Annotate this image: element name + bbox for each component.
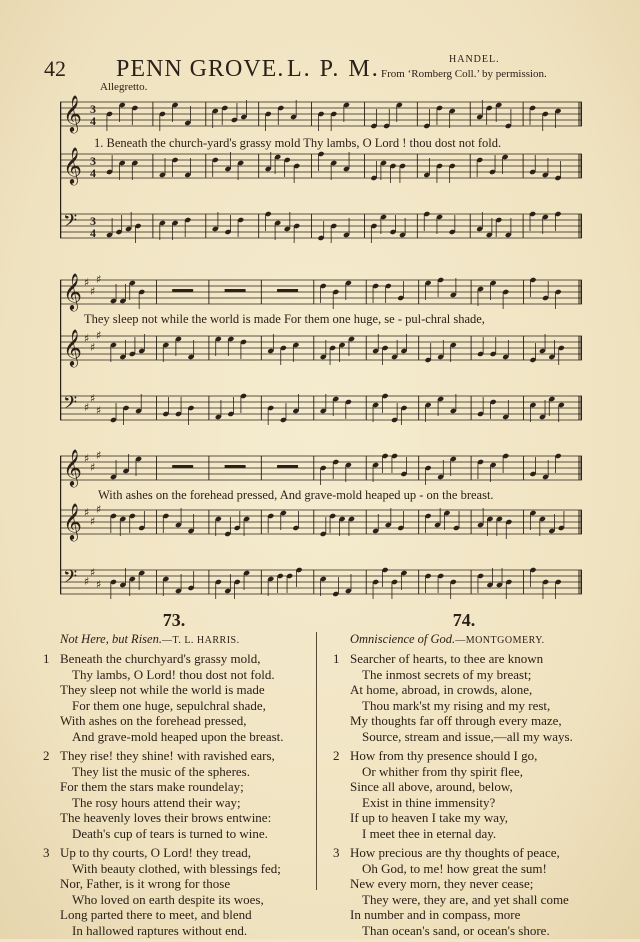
staff bbox=[60, 211, 582, 243]
music-staves bbox=[60, 272, 582, 440]
time-signature: 4 bbox=[90, 166, 96, 180]
stanza-list bbox=[40, 651, 308, 938]
stanza bbox=[330, 845, 598, 938]
staff bbox=[60, 566, 582, 599]
bass-clef-icon: 𝄢 bbox=[63, 567, 78, 592]
tempo-marking: Allegretto. bbox=[100, 81, 148, 93]
verse-line: They list the music of the spheres. bbox=[72, 763, 250, 779]
treble-clef-icon: 𝄞 bbox=[63, 94, 82, 132]
verse-line: Long parted there to meet, and blend bbox=[60, 907, 252, 922]
credit-line: From ‘Romberg Coll.’ by permission. bbox=[381, 68, 547, 80]
verse-line: How from thy presence should I go, bbox=[350, 748, 538, 763]
verse-line: My thoughts far off through every maze, bbox=[350, 713, 562, 728]
sharp-icon: ♯ bbox=[84, 575, 90, 588]
staff bbox=[60, 392, 582, 425]
verse-line: For them one huge, sepulchral shade, bbox=[72, 697, 266, 713]
music-system-1 bbox=[60, 92, 582, 262]
sharp-icon: ♯ bbox=[90, 341, 96, 354]
stanza-number: 3 bbox=[333, 845, 340, 860]
verse-line: Than ocean's sand, or ocean's shore. bbox=[362, 922, 550, 938]
hymn-author: —MONTGOMERY. bbox=[455, 635, 545, 646]
verse-line: Exist in thine immensity? bbox=[362, 794, 496, 810]
verse-line: Or whither from thy spirit flee, bbox=[362, 763, 524, 779]
time-signature: 3 bbox=[90, 102, 96, 116]
stanza bbox=[330, 748, 598, 841]
verse-line: Up to thy courts, O Lord! they tread, bbox=[60, 845, 251, 860]
music-system-3 bbox=[60, 448, 582, 610]
verse-line: New every morn, they never cease; bbox=[350, 876, 534, 891]
sharp-icon: ♯ bbox=[96, 273, 102, 286]
time-signature: 3 bbox=[90, 214, 96, 228]
hymn-title: Not Here, but Risen. bbox=[60, 632, 162, 646]
page-number: 42 bbox=[44, 56, 66, 81]
hymn-number: 74. bbox=[452, 610, 476, 630]
verse-line: They rise! they shine! with ravished ears, bbox=[60, 748, 275, 763]
rest-icon bbox=[172, 465, 193, 468]
verse-line: If up to heaven I take my way, bbox=[350, 810, 508, 825]
verse-line: In hallowed raptures without end. bbox=[72, 922, 248, 938]
verse-line: Beneath the churchyard's grassy mold, bbox=[60, 651, 261, 666]
time-signature: 4 bbox=[90, 226, 96, 240]
time-signature: 4 bbox=[90, 114, 96, 128]
staff bbox=[60, 502, 582, 541]
hymn-heading bbox=[60, 632, 308, 647]
rest-icon bbox=[277, 289, 298, 292]
stanza-number: 1 bbox=[333, 651, 340, 666]
tune-title: PENN GROVE. bbox=[116, 56, 285, 82]
bass-clef-icon: 𝄢 bbox=[63, 393, 78, 418]
verse-line: Since all above, around, below, bbox=[350, 779, 513, 794]
treble-clef-icon: 𝄞 bbox=[63, 272, 82, 310]
music-staves bbox=[60, 448, 582, 610]
sharp-icon: ♯ bbox=[96, 404, 102, 417]
column-divider bbox=[316, 632, 317, 890]
verse-line: Death's cup of tears is turned to wine. bbox=[72, 825, 268, 841]
sharp-icon: ♯ bbox=[96, 578, 102, 591]
stanza-number: 3 bbox=[43, 845, 50, 860]
staff bbox=[60, 448, 582, 487]
sharp-icon: ♯ bbox=[90, 285, 96, 298]
verse-line: In number and in compass, more bbox=[350, 907, 521, 922]
composer: HANDEL. bbox=[449, 54, 500, 65]
hymn-title: Omniscience of God. bbox=[350, 632, 456, 646]
stanza-number: 1 bbox=[43, 651, 50, 666]
hymn-heading bbox=[350, 632, 598, 647]
verse-line: They were, they are, and yet shall come bbox=[362, 891, 569, 907]
sharp-icon: ♯ bbox=[96, 503, 102, 516]
page-header bbox=[0, 56, 640, 96]
bass-clef-icon: 𝄢 bbox=[63, 211, 78, 236]
verse-line: Thy lambs, O Lord! thou dost not fold. bbox=[72, 666, 275, 682]
verse-line: They sleep not while the world is made bbox=[60, 682, 265, 697]
stanza-number: 2 bbox=[333, 748, 340, 763]
staff bbox=[60, 272, 582, 311]
verse-line: Nor, Father, is it wrong for those bbox=[60, 876, 231, 891]
sharp-icon: ♯ bbox=[84, 401, 90, 414]
hymn-texts bbox=[40, 610, 600, 938]
sharp-icon: ♯ bbox=[90, 515, 96, 528]
verse-line: With ashes on the forehead pressed, bbox=[60, 713, 247, 728]
hymn-74 bbox=[330, 610, 598, 942]
tune-meter: L. P. M. bbox=[287, 56, 380, 82]
stanza-number: 2 bbox=[43, 748, 50, 763]
hymn-73 bbox=[40, 610, 308, 942]
staff bbox=[60, 328, 582, 367]
verse-line: At home, abroad, in crowds, alone, bbox=[350, 682, 533, 697]
hymn-number: 73. bbox=[162, 610, 186, 630]
stanza bbox=[330, 651, 598, 744]
stanza bbox=[40, 748, 308, 841]
sharp-icon: ♯ bbox=[90, 392, 96, 405]
treble-clef-icon: 𝄞 bbox=[63, 146, 82, 184]
rest-icon bbox=[225, 465, 246, 468]
verse-line: With beauty clothed, with blessings fed; bbox=[72, 860, 281, 876]
sharp-icon: ♯ bbox=[84, 506, 90, 519]
verse-line: The heavenly loves their brows entwine: bbox=[60, 810, 272, 825]
verse-line: I meet thee in eternal day. bbox=[362, 825, 497, 841]
verse-line: And grave-mold heaped upon the breast. bbox=[72, 728, 284, 744]
verse-line: For them the stars make roundelay; bbox=[60, 779, 244, 794]
treble-clef-icon: 𝄞 bbox=[63, 502, 82, 540]
staff bbox=[60, 94, 582, 133]
verse-line: Searcher of hearts, to thee are known bbox=[350, 651, 544, 666]
verse-line: Thou mark'st my rising and my rest, bbox=[362, 697, 551, 713]
sharp-icon: ♯ bbox=[84, 332, 90, 345]
verse-line: The rosy hours attend their way; bbox=[72, 794, 241, 810]
stanza-list bbox=[330, 651, 598, 938]
verse-line: How precious are thy thoughts of peace, bbox=[350, 845, 560, 860]
stanza bbox=[40, 845, 308, 938]
stanza bbox=[40, 651, 308, 744]
treble-clef-icon: 𝄞 bbox=[63, 448, 82, 486]
rest-icon bbox=[172, 289, 193, 292]
lyric-line-2: They sleep not while the world is made For them one huge, se - pul-chral shade, bbox=[84, 312, 485, 326]
rest-icon bbox=[225, 289, 246, 292]
verse-line: Oh God, to me! how great the sum! bbox=[362, 860, 547, 876]
verse-line: The inmost secrets of my breast; bbox=[362, 666, 532, 682]
lyric-line-1: 1. Beneath the church-yard's grassy mold Thy lambs, O Lord ! thou dost not fold. bbox=[94, 136, 502, 150]
time-signature: 3 bbox=[90, 154, 96, 168]
rest-icon bbox=[277, 465, 298, 468]
sharp-icon: ♯ bbox=[84, 276, 90, 289]
treble-clef-icon: 𝄞 bbox=[63, 328, 82, 366]
hymn-author: —T. L. HARRIS. bbox=[161, 635, 240, 646]
sharp-icon: ♯ bbox=[84, 452, 90, 465]
music-system-2 bbox=[60, 272, 582, 440]
verse-line: Source, stream and issue,—all my ways. bbox=[362, 728, 573, 744]
sharp-icon: ♯ bbox=[90, 566, 96, 579]
lyric-line-3: With ashes on the forehead pressed, And grave-mold heaped up - on the breast. bbox=[98, 488, 494, 502]
verse-line: Who loved on earth despite its woes, bbox=[72, 891, 264, 907]
sharp-icon: ♯ bbox=[96, 329, 102, 342]
staff bbox=[60, 146, 582, 185]
sharp-icon: ♯ bbox=[96, 449, 102, 462]
music-staves bbox=[60, 92, 582, 262]
sharp-icon: ♯ bbox=[90, 461, 96, 474]
